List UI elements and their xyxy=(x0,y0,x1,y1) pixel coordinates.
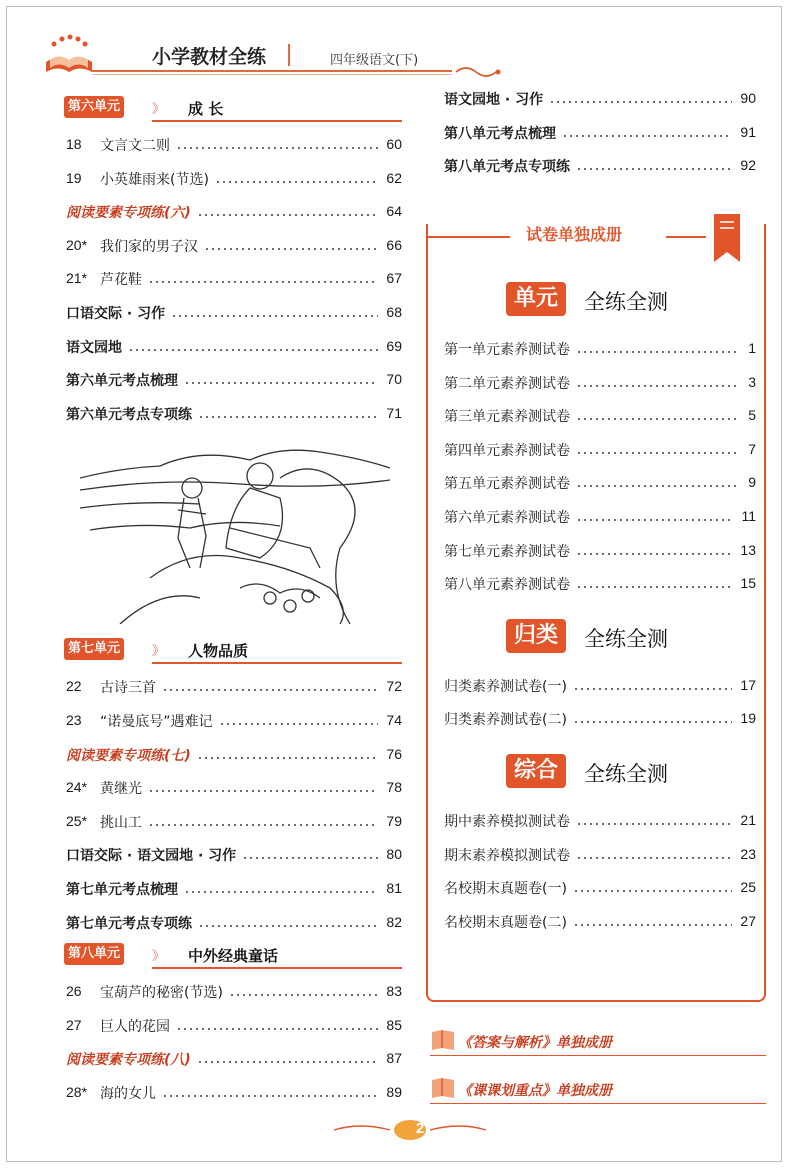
page-ref: 68 xyxy=(386,303,402,320)
entry-title: 语文园地 · 习作 xyxy=(444,92,544,108)
page-ref: 74 xyxy=(386,711,402,728)
header-separator xyxy=(288,44,290,66)
entry-title: 口语交际 · 语文园地 · 习作 xyxy=(66,848,237,865)
lesson-number: 22 xyxy=(66,678,82,695)
entry-title: 我们家的男子汉 xyxy=(100,238,198,255)
entry-title: 第六单元素养测试卷 xyxy=(444,509,570,526)
page-ref: 66 xyxy=(386,236,402,253)
group-category xyxy=(440,607,756,736)
leader-dots xyxy=(171,315,378,317)
toc-entry xyxy=(440,567,756,601)
toc-entry xyxy=(62,1076,402,1110)
group-badge: 归类 xyxy=(506,619,566,653)
toc-entry xyxy=(62,330,402,364)
toc-entry xyxy=(62,363,402,397)
toc-entry xyxy=(440,116,756,150)
toc-entry xyxy=(62,262,402,296)
lesson-number: 28* xyxy=(66,1083,88,1100)
page-ref: 92 xyxy=(740,157,756,174)
bookmark-ribbon-icon xyxy=(710,214,744,264)
page-ref: 83 xyxy=(386,983,402,1000)
leader-dots xyxy=(148,824,378,826)
page-ref: 90 xyxy=(740,90,756,106)
entry-title: 阅读要素专项练(六) xyxy=(66,205,191,222)
book-subject: 四年级语文(下) xyxy=(330,53,419,68)
toc-entry xyxy=(62,670,402,704)
group-title: 全练全测 xyxy=(584,626,668,651)
unit-eight-continued-list xyxy=(440,82,756,183)
page-ref: 91 xyxy=(740,123,756,140)
unit-seven-header xyxy=(62,634,402,664)
leader-dots xyxy=(197,757,379,759)
group-unit xyxy=(440,270,756,601)
toc-entry xyxy=(440,534,756,568)
lesson-number: 27 xyxy=(66,1016,82,1033)
unit-title: 人物品质 xyxy=(188,642,249,661)
page-ref: 3 xyxy=(748,373,756,390)
right-column xyxy=(440,82,756,183)
toc-entry xyxy=(440,804,756,838)
unit-eight-list xyxy=(62,975,402,1109)
toc-entry xyxy=(62,1042,402,1076)
book-note-icon xyxy=(430,1076,456,1100)
page-ref: 78 xyxy=(386,779,402,796)
answers-note: 《答案与解析》单独成册 xyxy=(458,1035,612,1051)
leader-dots xyxy=(197,214,379,216)
group-list xyxy=(440,332,756,601)
page-number: 2 xyxy=(415,1120,425,1137)
page-ref: 25 xyxy=(740,879,756,896)
leader-dots xyxy=(148,790,378,792)
entry-title: 第三单元素养测试卷 xyxy=(444,409,570,426)
page-ref: 70 xyxy=(386,371,402,388)
page-ref: 89 xyxy=(386,1083,402,1100)
lesson-number: 26 xyxy=(66,983,82,1000)
note-rule xyxy=(430,1055,766,1056)
toc-entry xyxy=(62,704,402,738)
leader-dots xyxy=(215,181,378,183)
toc-entry xyxy=(62,906,402,940)
toc-entry xyxy=(62,296,402,330)
page-ref: 71 xyxy=(386,404,402,421)
entry-title: 古诗三首 xyxy=(100,680,156,697)
leader-dots xyxy=(197,1061,379,1063)
page-ref: 64 xyxy=(386,203,402,220)
leader-dots xyxy=(204,248,378,250)
leader-dots xyxy=(576,351,740,353)
leader-dots xyxy=(242,857,378,859)
leader-dots xyxy=(576,485,740,487)
page-ref: 7 xyxy=(748,440,756,457)
unit-badge: 第六单元 xyxy=(64,96,124,118)
entry-title: 第七单元考点专项练 xyxy=(66,915,192,932)
entry-title: 归类素养测试卷(一) xyxy=(444,678,567,695)
unit-underline xyxy=(152,120,402,122)
group-title: 全练全测 xyxy=(584,761,668,786)
leader-dots xyxy=(128,349,378,351)
leader-dots xyxy=(562,135,732,137)
box-top-rule-left xyxy=(426,236,510,238)
page-ref: 76 xyxy=(386,745,402,762)
leader-dots xyxy=(576,823,732,825)
leader-dots xyxy=(229,994,378,996)
lesson-number: 18 xyxy=(66,136,82,152)
toc-entry xyxy=(62,195,402,229)
leader-dots xyxy=(176,147,378,149)
toc-entry xyxy=(440,399,756,433)
book-title: 小学教材全练 xyxy=(152,46,267,68)
unit-arrow: 》 xyxy=(152,644,166,660)
entry-title: 第五单元素养测试卷 xyxy=(444,476,570,493)
unit-arrow: 》 xyxy=(152,102,166,117)
page-ref: 15 xyxy=(740,575,756,592)
entry-title: 第二单元素养测试卷 xyxy=(444,375,570,392)
entry-title: 阅读要素专项练(七) xyxy=(66,747,191,764)
leader-dots xyxy=(176,1028,378,1030)
highlights-note: 《课课划重点》单独成册 xyxy=(458,1083,612,1099)
header-rule xyxy=(92,70,452,72)
group-header xyxy=(440,742,756,804)
page-ref: 1 xyxy=(748,340,756,356)
page-ref: 5 xyxy=(748,407,756,424)
entry-title: 第七单元素养测试卷 xyxy=(444,543,570,560)
entry-title: 第四单元素养测试卷 xyxy=(444,442,570,459)
test-groups xyxy=(440,270,756,938)
page-ref: 11 xyxy=(741,507,756,524)
group-comprehensive xyxy=(440,742,756,938)
entry-title: 小英雄雨来(节选) xyxy=(100,171,209,188)
toc-entry xyxy=(440,669,756,703)
page-ref: 80 xyxy=(386,846,402,863)
test-papers-title: 试卷单独成册 xyxy=(526,225,623,244)
unit-underline xyxy=(152,662,402,664)
toc-entry xyxy=(62,738,402,772)
lesson-number: 21* xyxy=(66,270,88,287)
note-rule xyxy=(430,1103,766,1104)
entry-title: “诺曼底号”遇难记 xyxy=(100,713,213,730)
page-ref: 62 xyxy=(386,169,402,186)
leader-dots xyxy=(549,101,732,103)
page-ref: 87 xyxy=(386,1050,402,1067)
leader-dots xyxy=(184,891,378,893)
entry-title: 归类素养测试卷(二) xyxy=(444,712,567,729)
entry-title: 期末素养模拟测试卷 xyxy=(444,847,570,864)
toc-entry xyxy=(62,975,402,1009)
book-note-icon xyxy=(430,1028,456,1052)
toc-entry xyxy=(440,905,756,939)
toc-entry xyxy=(62,397,402,431)
entry-title: 黄继光 xyxy=(100,781,142,798)
entry-title: 名校期末真题卷(二) xyxy=(444,914,567,931)
lesson-number: 24* xyxy=(66,779,88,796)
lesson-number: 20* xyxy=(66,236,88,253)
leader-dots xyxy=(198,416,378,418)
page-ref: 60 xyxy=(386,136,402,152)
leader-dots xyxy=(148,281,378,283)
leader-dots xyxy=(576,586,732,588)
leader-dots xyxy=(162,1095,378,1097)
toc-entry xyxy=(62,162,402,196)
toc-entry xyxy=(62,128,402,162)
lesson-number: 19 xyxy=(66,169,82,186)
entry-title: 挑山工 xyxy=(100,814,142,831)
leader-dots xyxy=(198,925,378,927)
group-badge: 单元 xyxy=(506,282,566,316)
toc-entry xyxy=(440,466,756,500)
unit-title: 中外经典童话 xyxy=(188,947,279,966)
page-header xyxy=(40,30,760,80)
toc-entry xyxy=(440,433,756,467)
lesson-number: 23 xyxy=(66,711,82,728)
group-header xyxy=(440,607,756,669)
leader-dots xyxy=(573,924,732,926)
entry-title: 第八单元素养测试卷 xyxy=(444,577,570,594)
entry-title: 第一单元素养测试卷 xyxy=(444,342,570,358)
toc-entry xyxy=(440,82,756,116)
header-rule-thin xyxy=(92,74,452,75)
entry-title: 第八单元考点专项练 xyxy=(444,159,570,176)
entry-title: 第七单元考点梳理 xyxy=(66,881,178,898)
entry-title: 期中素养模拟测试卷 xyxy=(444,813,570,830)
toc-entry xyxy=(440,838,756,872)
leader-dots xyxy=(576,385,740,387)
page-ref: 17 xyxy=(740,676,756,693)
unit-badge: 第七单元 xyxy=(64,638,124,660)
entry-title: 口语交际 · 习作 xyxy=(66,305,166,322)
group-list xyxy=(440,669,756,736)
page-ref: 27 xyxy=(740,912,756,929)
leader-dots xyxy=(576,452,740,454)
page-ref: 79 xyxy=(386,812,402,829)
unit-eight-header xyxy=(62,939,402,969)
entry-title: 芦花鞋 xyxy=(100,272,142,289)
page-ref: 69 xyxy=(386,337,402,354)
page-ref: 13 xyxy=(740,541,756,558)
page-ref: 67 xyxy=(386,270,402,287)
toc-entry xyxy=(62,771,402,805)
ink-drawing-icon xyxy=(80,438,390,624)
toc-entry xyxy=(440,332,756,366)
toc-entry xyxy=(440,500,756,534)
page-ref: 9 xyxy=(748,474,756,491)
leader-dots xyxy=(162,689,378,691)
unit-seven-list xyxy=(62,670,402,939)
leader-dots xyxy=(184,382,378,384)
entry-title: 第八单元考点梳理 xyxy=(444,125,556,142)
page-ref: 82 xyxy=(386,913,402,930)
leader-dots xyxy=(576,857,732,859)
leader-dots xyxy=(576,519,733,521)
toc-entry xyxy=(62,838,402,872)
group-list xyxy=(440,804,756,938)
page-ref: 19 xyxy=(740,710,756,727)
entry-title: 宝葫芦的秘密(节选) xyxy=(100,985,223,1002)
entry-title: 第六单元考点梳理 xyxy=(66,373,178,390)
leader-dots xyxy=(573,721,732,723)
box-top-rule-right xyxy=(666,236,706,238)
illustration-old-man-and-boy xyxy=(80,438,390,624)
page-ref: 23 xyxy=(740,845,756,862)
leader-dots xyxy=(576,418,740,420)
entry-title: 语文园地 xyxy=(66,339,122,356)
page-ref: 81 xyxy=(386,879,402,896)
page-ref: 85 xyxy=(386,1016,402,1033)
toc-entry xyxy=(62,872,402,906)
unit-badge: 第八单元 xyxy=(64,943,124,965)
toc-entry xyxy=(62,1009,402,1043)
toc-entry xyxy=(62,805,402,839)
entry-title: 巨人的花园 xyxy=(100,1018,170,1035)
entry-title: 文言文二则 xyxy=(100,138,170,154)
entry-title: 阅读要素专项练(八) xyxy=(66,1052,191,1069)
group-badge: 综合 xyxy=(506,754,566,788)
book-logo-icon xyxy=(40,32,98,78)
leader-dots xyxy=(219,723,379,725)
toc-entry xyxy=(62,229,402,263)
toc-entry xyxy=(440,149,756,183)
unit-arrow: 》 xyxy=(152,949,166,965)
toc-entry xyxy=(440,366,756,400)
toc-entry xyxy=(440,702,756,736)
entry-title: 名校期末真题卷(一) xyxy=(444,881,567,898)
lesson-number: 25* xyxy=(66,812,88,829)
header-ornament-icon xyxy=(454,64,504,80)
toc-entry xyxy=(440,871,756,905)
unit-six-list xyxy=(62,128,402,430)
leader-dots xyxy=(576,553,732,555)
leader-dots xyxy=(573,688,732,690)
group-header xyxy=(440,270,756,332)
page-ref: 21 xyxy=(740,811,756,828)
unit-six-header xyxy=(62,92,402,122)
group-title: 全练全测 xyxy=(584,290,668,314)
page-ref: 72 xyxy=(386,678,402,695)
leader-dots xyxy=(576,168,732,170)
entry-title: 海的女儿 xyxy=(100,1085,156,1102)
unit-underline xyxy=(152,967,402,969)
unit-title: 成 长 xyxy=(188,100,224,118)
left-column xyxy=(62,92,402,1109)
entry-title: 第六单元考点专项练 xyxy=(66,406,192,423)
leader-dots xyxy=(573,890,732,892)
